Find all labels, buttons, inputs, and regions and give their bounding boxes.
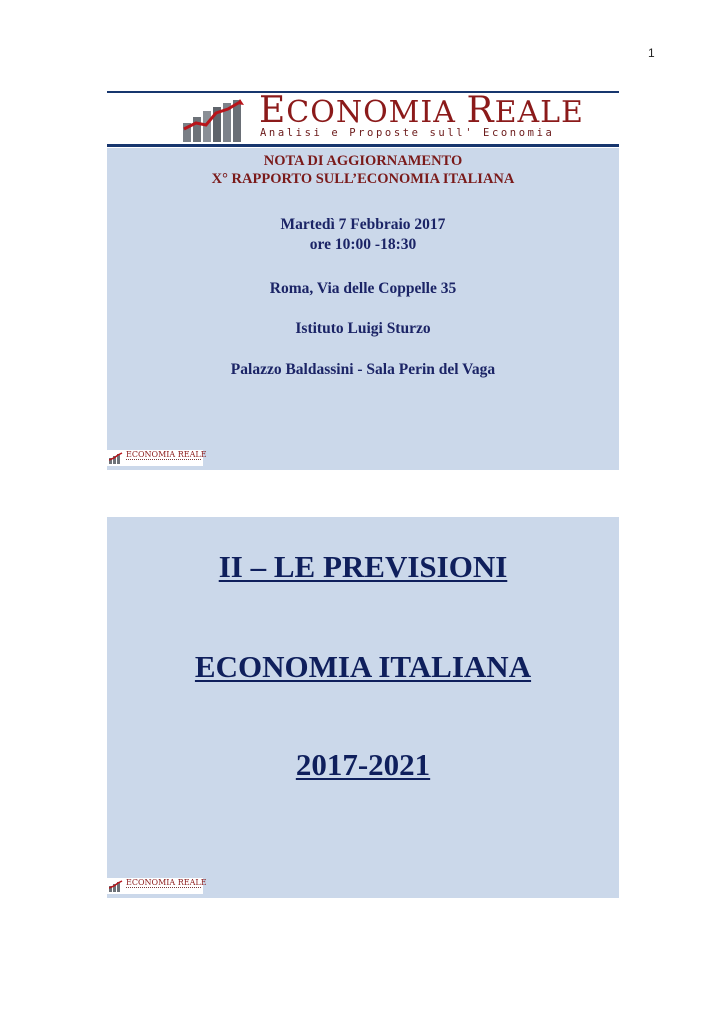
rising-bars-chart-icon <box>182 99 246 143</box>
brand-title: ECONOMIA REALE <box>259 90 584 131</box>
note-title <box>107 152 619 188</box>
page-number: 1 <box>648 46 655 60</box>
slide-2 <box>107 517 619 898</box>
slide-1 <box>107 86 619 470</box>
footer-logo <box>107 450 207 466</box>
event-date <box>107 215 619 255</box>
footer-logo <box>107 878 207 894</box>
footer-logo-text: ECONOMIA REALE <box>126 450 207 459</box>
note-title-line-2: X° RAPPORTO SULL’ECONOMIA ITALIANA <box>211 171 515 187</box>
brand-header <box>107 86 619 148</box>
small-bars-chart-icon <box>109 880 123 892</box>
event-place: Roma, Via delle Coppelle 35 <box>269 280 457 297</box>
footer-logo-subline <box>126 887 201 889</box>
footer-logo-subline <box>126 459 201 461</box>
brand-subtitle: Analisi e Proposte sull' Economia <box>260 127 555 139</box>
event-institute: Istituto Luigi Sturzo <box>295 320 431 337</box>
event-time-line: ore 10:00 -18:30 <box>309 236 417 253</box>
event-date-line: Martedì 7 Febbraio 2017 <box>280 216 446 233</box>
small-bars-chart-icon <box>109 452 123 464</box>
footer-logo-text: ECONOMIA REALE <box>126 878 207 887</box>
note-title-line-1: NOTA DI AGGIORNAMENTO <box>263 153 463 169</box>
section-title: II – LE PREVISIONI <box>218 549 508 584</box>
header-top-rule <box>107 91 619 93</box>
section-subtitle: ECONOMIA ITALIANA <box>194 649 532 684</box>
section-years: 2017-2021 <box>295 747 431 782</box>
event-hall: Palazzo Baldassini - Sala Perin del Vaga <box>230 361 496 378</box>
header-bottom-rule <box>107 144 619 147</box>
